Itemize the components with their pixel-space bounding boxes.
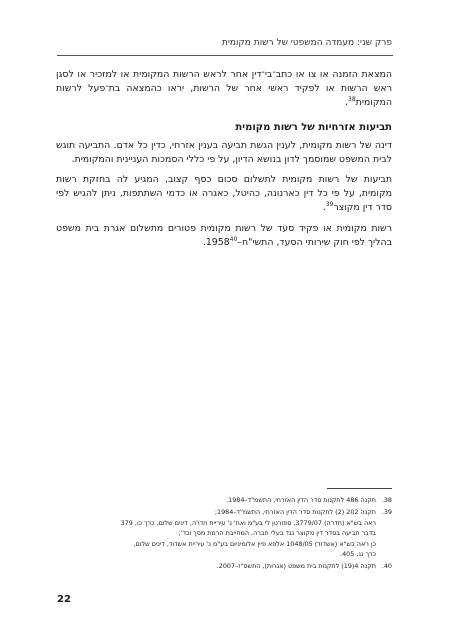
footnote-line: ראה בש"א (חדרה) 3779/07, ספורטן לי בע"מ ואח' נ' עיריית חדרה, דינים שלום, כרך כו, 379 [120,518,376,527]
paragraph-fee-exemption: רשות מקומית או פקיד סעד של רשות מקומית פטורים מתשלום אגרת בית משפט בהליך לפי חוק שירותי הסעד, התשי"ח–1958$^{40}$. [56,222,392,248]
footnote-text [56,495,376,505]
footnote-ref[interactable]: 40 [229,235,238,243]
footnote-line: תקנה 4(19) לתקנות בית משפט (אגרות), התשס"ז–2007. [216,562,376,571]
footnote-item [56,495,392,505]
footnote-divider [327,488,392,489]
paragraph-civil-claims: דינה של רשות מקומית, לענין הגשת תביעה בענין אזרחי, כדין כל אדם. התביעה תוגש לבית המשפט שמוסמך לדון בנושא הדיון, על פי כללי הסמכות העניינית והמקומית. [56,139,392,165]
footnote-text [56,507,376,559]
footnote-line: תקנה 486 לתקנות סדר הדין האזרחי, התשמ"ד–1984. [226,496,376,504]
page-number: 22 [57,594,71,605]
paragraph-text: המצאת הזמנה או צו או כתב־בי־דין אחר לראש הרשות המקומית או למזכיר או לסגן ראש הרשות או לפקיד ראשי אחר של הרשות, יראו כהמצאה בת־פעל לרשות המקומית [56,69,392,109]
main-text [56,68,392,256]
footnote-item [56,507,392,559]
footnote-number: 40. [381,562,392,571]
footnote-item [56,561,392,571]
running-header: פרק שני: מעמדה המשפטי של רשות מקומית [221,38,392,48]
footnotes-section [56,488,392,574]
footnote-line: בדבר תביעה בסדר דין מקוצר נגד בעלי חברה, המחייבת הרמת מסך וכד'; [178,529,376,538]
header-divider [57,55,393,56]
paragraph-text: רשות מקומית או פקיד סעד של רשות מקומית פטורים מתשלום אגרת בית משפט בהליך לפי חוק שירותי הסעד, התשי"ח–1958 [56,222,392,248]
footnote-ref[interactable]: 38 [348,96,356,104]
footnote-ref[interactable]: 39 [325,201,334,209]
footnote-text [56,561,376,571]
footnote-line: כן ראה בש"א (אשדוד) 1048/05 אלפא פיין אלומיניום בע"מ נ' עיריית אשדוד, דינים שלום, [133,539,376,548]
section-heading: תביעות אזרחיות של רשות מקומית [235,121,392,133]
footnote-number: 39. [381,508,392,517]
paragraph-service-of-process: המצאת הזמנה או צו או כתב־בי־דין אחר לראש הרשות המקומית או למזכיר או לסגן ראש הרשות או לפקיד ראשי אחר של הרשות, יראו כהמצאה בת־פעל לרשות המקומית$^{38}$. [56,69,392,109]
footnote-line: כרך נג, 405. [340,550,376,559]
paragraph-text: תביעות של רשות מקומית לתשלום סכום כסף קצוב, המגיע לה בחזקת רשות מקומית, על פי כל דין כארנונה, כהיטל, כאגרה או כדמי השתתפות, ניתן להגיש לפי סדר דין מקוצר [56,174,392,214]
footnote-line: תקנה 202 (2) לתקנות סדר הדין האזרחי, התשמ"ד–1984; [214,508,376,517]
paragraph-summary-procedure: תביעות של רשות מקומית לתשלום סכום כסף קצוב, המגיע לה בחזקת רשות מקומית, על פי כל דין כארנונה, כהיטל, כאגרה או כדמי השתתפות, ניתן להגיש לפי סדר דין מקוצר$^{39}$. [56,174,392,214]
footnote-number: 38. [381,496,392,504]
